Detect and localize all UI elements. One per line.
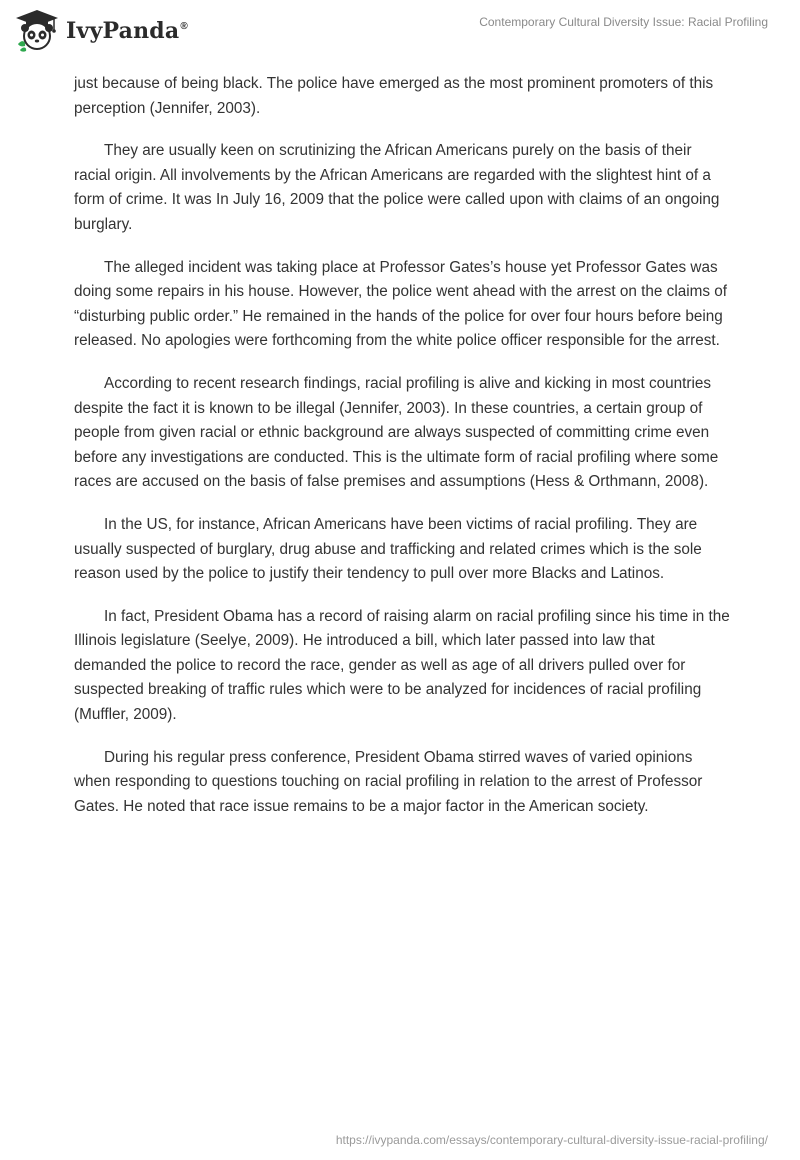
paragraph-4: According to recent research findings, racial profiling is alive and kicking in most countries despite the fact it is known to be illegal (Jennifer, 2003). In these countries, a certain group of people from given racial or ethnic background are always suspected of committing crime even before any investigations are conducted. This is the ultimate form of racial profiling where some races are accused on the basis of false premises and assumptions (Hess & Orthmann, 2008).: [74, 374, 719, 491]
paragraph-1: just because of being black. The police have emerged as the most prominent promoters of this perception (Jennifer, 2003).: [74, 75, 714, 117]
paragraph-5: In the US, for instance, African Americans have been victims of racial profiling. They are usually suspected of burglary, drug abuse and trafficking and related crimes which is the sole reason used by the police to justify their tendency to pull over more Blacks and Latinos.: [74, 515, 702, 583]
paragraph-7: During his regular press conference, President Obama stirred waves of varied opinions when responding to questions touching on racial profiling in relation to the arrest of Professor Gates. He noted that race issue remains to be a major factor in the American society.: [74, 748, 703, 815]
ivypanda-logo[interactable]: [14, 8, 188, 52]
panda-graduation-cap-icon: [14, 8, 60, 52]
paragraph-2: They are usually keen on scrutinizing the African Americans purely on the basis of their racial origin. All involvements by the African Americans are regarded with the slightest hint of a form of crime. It was In July 16, 2009 that the police were called upon with claims of an ongoing burglary.: [74, 142, 720, 233]
source-url-link[interactable]: https://ivypanda.com/essays/contemporary-cultural-diversity-issue-racial-profiling/: [335, 1133, 768, 1147]
registered-mark: ®: [180, 21, 188, 32]
paragraph-3: The alleged incident was taking place at Professor Gates’s house yet Professor Gates was doing some repairs in his house. However, the police went ahead with the arrest on the claims of “disturbing public order.” He remained in the hands of the police for over four hours before being released. No apologies were forthcoming from the white police officer responsible for the arrest.: [74, 258, 728, 350]
page-header: [0, 0, 800, 66]
paragraph-6: In fact, President Obama has a record of raising alarm on racial profiling since his time in the Illinois legislature (Seelye, 2009). He introduced a bill, which later passed into law that demanded the police to record the race, gender as well as age of all drivers pulled over for suspected breaking of traffic rules which were to be analyzed for incidences of racial profiling (Muffler, 2009).: [74, 607, 730, 724]
essay-body: [74, 72, 730, 837]
brand-name: IvyPanda®: [66, 18, 188, 44]
document-title: Contemporary Cultural Diversity Issue: Racial Profiling: [479, 15, 768, 29]
